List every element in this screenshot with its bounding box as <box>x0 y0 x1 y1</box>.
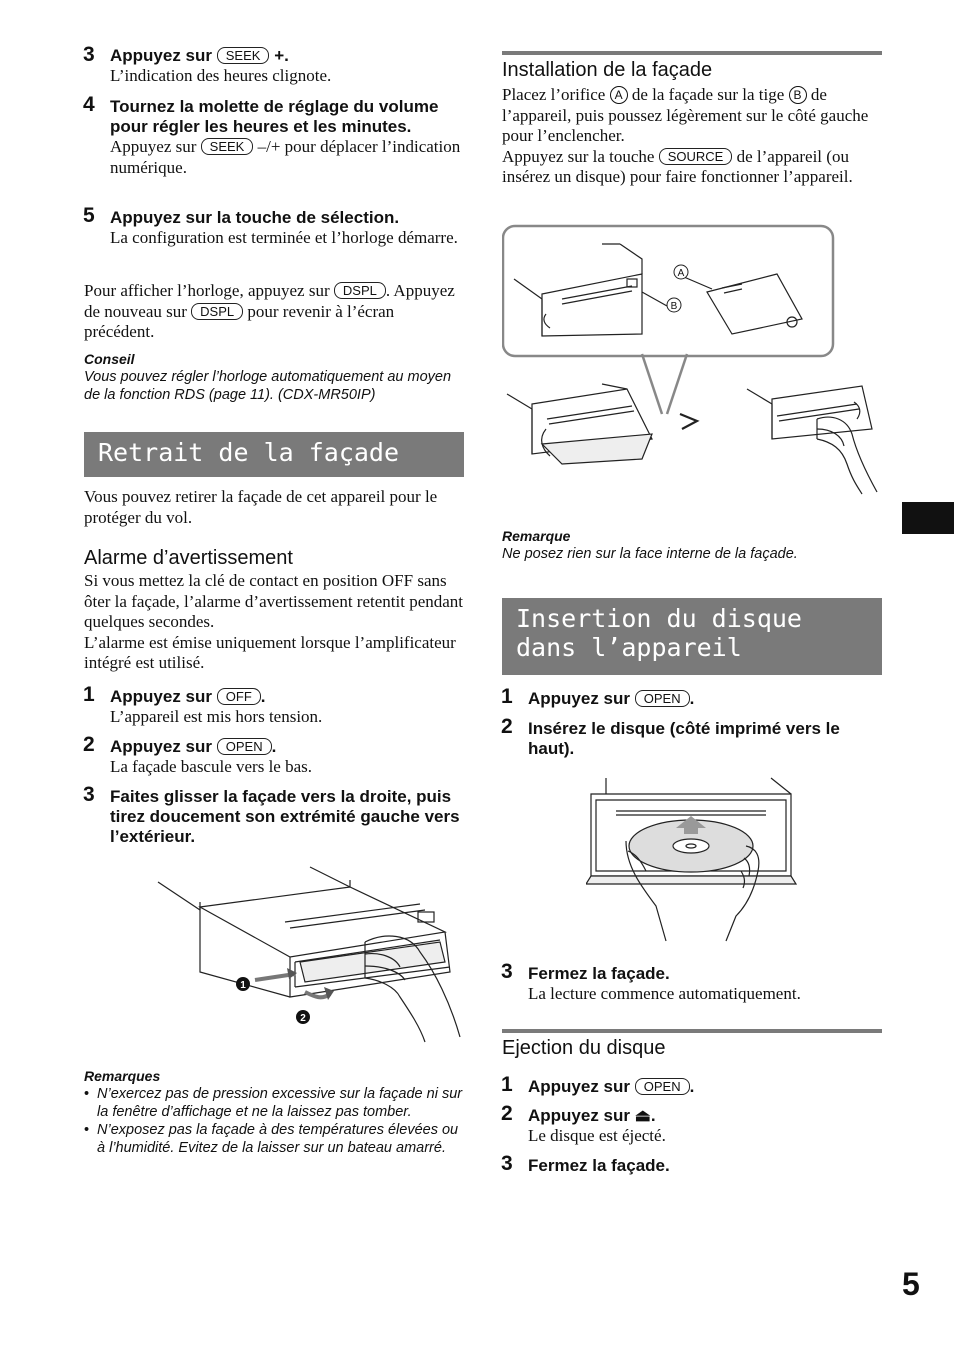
step-text: . <box>689 1077 695 1096</box>
remark-note <box>502 528 882 563</box>
step-number: 3 <box>83 43 95 66</box>
faceplate-removal-illustration <box>150 862 480 1052</box>
step-number: 2 <box>501 715 513 738</box>
step-title: Insérez le disque (côté imprimé vers le haut). <box>528 719 840 758</box>
step-title: Tournez la molette de réglage du volume pour régler les heures et les minutes. <box>110 97 439 136</box>
step-description: L’indication des heures clignote. <box>110 66 332 85</box>
marker-2: 2 <box>300 1013 306 1024</box>
open-key: OPEN <box>635 690 690 707</box>
step-3-block <box>110 46 470 87</box>
step-number: 5 <box>83 204 95 227</box>
section-rule <box>502 1029 882 1033</box>
step-text: . <box>650 1106 656 1125</box>
step-text: –/+ pour déplacer l’indication numérique. <box>110 137 461 177</box>
source-key: SOURCE <box>659 148 733 165</box>
dspl-key: DSPL <box>334 282 386 299</box>
step-text: Appuyez sur <box>110 687 213 706</box>
remarks-list <box>84 1085 466 1157</box>
r-step-2-block <box>110 737 466 778</box>
section-title-insertion: Insertion du disque dans l’appareil <box>502 598 882 675</box>
step-text: Appuyez sur <box>528 1106 631 1125</box>
remarks-heading: Remarques <box>84 1068 161 1084</box>
step-text: Appuyez sur <box>110 737 213 756</box>
eject-icon: ⏏ <box>634 1106 651 1125</box>
i-step-1-block <box>528 689 694 709</box>
circle-label-a: A <box>610 86 628 104</box>
tip-text: Vous pouvez régler l’horloge automatiquement au moyen de la fonction RDS (page 11). (CDX-MR50IP) <box>84 369 452 403</box>
i-step-3-block <box>528 964 882 1005</box>
step-number: 3 <box>501 960 513 983</box>
step-number: 4 <box>83 93 95 116</box>
alarm-heading: Alarme d’avertissement <box>84 547 293 569</box>
retrait-intro: Vous pouvez retirer la façade de cet appareil pour le protéger du vol. <box>84 487 438 527</box>
text: . Appuyez de nouveau sur <box>84 281 455 321</box>
section-title-retrait: Retrait de la façade <box>84 432 464 477</box>
step-text: Appuyez sur <box>110 137 197 156</box>
seek-key: SEEK <box>217 47 270 64</box>
e-step-2-block <box>528 1106 882 1147</box>
r-step-3-block <box>110 787 460 847</box>
step-text: . <box>689 689 695 708</box>
remark-text: Ne posez rien sur la face interne de la façade. <box>502 546 798 562</box>
page-edge-tab <box>902 502 954 534</box>
text: de l’appareil (ou insérez un disque) pour faire fonctionner l’appareil. <box>502 146 853 186</box>
install-heading: Installation de la façade <box>502 59 713 81</box>
step-text: . <box>260 687 266 706</box>
step-text: Appuyez sur <box>528 689 631 708</box>
e-step-1-block <box>528 1077 694 1097</box>
fig-label-a: A <box>677 268 685 279</box>
tip-note <box>84 351 466 404</box>
text: de la façade sur la tige <box>631 85 785 104</box>
text: Pour afficher l’horloge, appuyez sur <box>84 281 330 300</box>
text: Appuyez sur la touche <box>502 146 655 166</box>
alarm-text-2: L’alarme est émise uniquement lorsque l’amplificateur intégré est utilisé. <box>84 632 456 672</box>
step-5-block <box>110 208 466 249</box>
step-description: La configuration est terminée et l’horloge démarre. <box>110 228 458 247</box>
remark-item: • N’exercez pas de pression excessive sur la façade ni sur la fenêtre d’affichage et ne la laissez pas tomber. <box>97 1085 466 1121</box>
step-4-block <box>110 97 466 178</box>
step-title: Fermez la façade. <box>528 1156 670 1175</box>
step-number: 3 <box>501 1152 513 1175</box>
circle-label-b: B <box>789 86 807 104</box>
step-text: . <box>271 737 277 756</box>
clock-paragraph <box>84 281 466 343</box>
off-key: OFF <box>217 688 261 705</box>
step-number: 3 <box>83 783 95 806</box>
step-number: 2 <box>501 1102 513 1125</box>
remark-item: • N’exposez pas la façade à des températures élevées ou à l’humidité. Evitez de la laisser sur un bateau amarré. <box>97 1121 466 1157</box>
remarks-note <box>84 1068 466 1157</box>
step-description: La lecture commence automatiquement. <box>528 984 801 1003</box>
page-number: 5 <box>902 1266 920 1302</box>
faceplate-installation-illustration <box>502 224 882 499</box>
section-rule <box>502 51 882 55</box>
install-paragraph <box>502 85 882 188</box>
tip-heading: Conseil <box>84 351 135 367</box>
dspl-key: DSPL <box>191 303 243 320</box>
step-number: 1 <box>501 685 513 708</box>
step-description: La façade bascule vers le bas. <box>110 757 312 776</box>
fig-label-b: B <box>670 301 678 312</box>
r-step-1-block <box>110 687 466 728</box>
open-key: OPEN <box>635 1078 690 1095</box>
step-description: Le disque est éjecté. <box>528 1126 666 1145</box>
open-key: OPEN <box>217 738 272 755</box>
step-title: Fermez la façade. <box>528 964 670 983</box>
step-text: Appuyez sur <box>110 46 213 65</box>
eject-heading: Ejection du disque <box>502 1037 666 1059</box>
remark-heading: Remarque <box>502 528 571 544</box>
alarm-text-1: Si vous mettez la clé de contact en position OFF sans ôter la façade, l’alarme d’avertissement retentit pendant quelques secondes. <box>84 571 464 631</box>
disc-insertion-illustration <box>586 776 801 946</box>
step-number: 2 <box>83 733 95 756</box>
alarm-text <box>84 571 466 674</box>
marker-1: 1 <box>240 980 246 991</box>
text: de l’appareil, puis poussez légèrement sur le côté gauche pour l’enclencher. <box>502 85 869 145</box>
step-text: +. <box>274 46 289 65</box>
text: pour revenir à l’écran précédent. <box>84 301 395 341</box>
step-text: Appuyez sur <box>528 1077 631 1096</box>
step-number: 1 <box>501 1073 513 1096</box>
seek-key: SEEK <box>201 138 254 155</box>
step-description: L’appareil est mis hors tension. <box>110 707 323 726</box>
step-title: Appuyez sur la touche de sélection. <box>110 208 400 227</box>
step-number: 1 <box>83 683 95 706</box>
text: Placez l’orifice <box>502 85 606 104</box>
step-title: Faites glisser la façade vers la droite, puis tirez doucement son extrémité gauche vers l’extérieur. <box>110 787 460 846</box>
